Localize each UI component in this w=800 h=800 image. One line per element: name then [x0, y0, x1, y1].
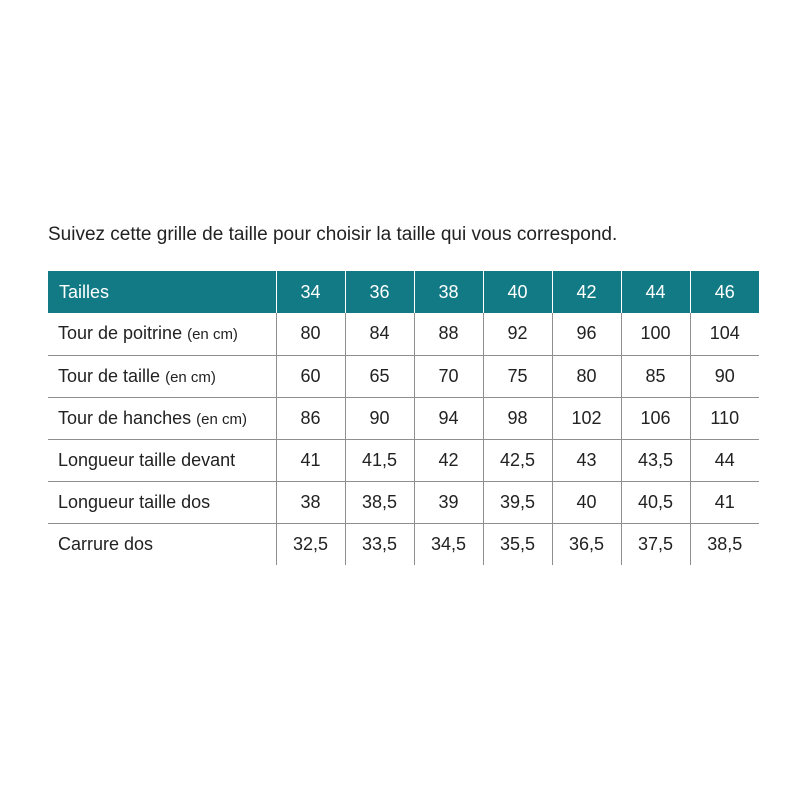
row-label: [48, 397, 276, 439]
row-label-text: Longueur taille devant: [58, 449, 236, 470]
header-size: 42: [552, 271, 621, 313]
table-cell: 96: [552, 313, 621, 355]
table-cell: 33,5: [345, 523, 414, 565]
row-label: [48, 313, 276, 355]
header-size: 40: [483, 271, 552, 313]
header-label: Tailles: [48, 271, 276, 313]
table-cell: 36,5: [552, 523, 621, 565]
table-cell: 39: [414, 481, 483, 523]
table-cell: 44: [690, 439, 759, 481]
row-label-text: Tour de hanches: [58, 407, 192, 428]
table-cell: 35,5: [483, 523, 552, 565]
size-chart-table: [48, 271, 759, 565]
table-cell: 85: [621, 355, 690, 397]
header-size: 46: [690, 271, 759, 313]
table-cell: 41: [276, 439, 345, 481]
table-cell: 102: [552, 397, 621, 439]
table-cell: 41: [690, 481, 759, 523]
row-label-text: Tour de poitrine: [58, 323, 183, 344]
row-label: [48, 439, 276, 481]
table-row: [48, 439, 759, 481]
row-label: [48, 355, 276, 397]
table-cell: 34,5: [414, 523, 483, 565]
table-cell: 43,5: [621, 439, 690, 481]
row-label-text: Tour de taille: [58, 365, 161, 386]
table-row: [48, 355, 759, 397]
table-cell: 41,5: [345, 439, 414, 481]
table-cell: 38: [276, 481, 345, 523]
table-cell: 90: [345, 397, 414, 439]
header-size: 44: [621, 271, 690, 313]
table-cell: 100: [621, 313, 690, 355]
table-header-row: [48, 271, 759, 313]
table-cell: 38,5: [345, 481, 414, 523]
row-label-text: Longueur taille dos: [58, 491, 211, 512]
table-row: [48, 523, 759, 565]
row-label: [48, 523, 276, 565]
row-unit: (en cm): [165, 368, 216, 386]
header-size: 36: [345, 271, 414, 313]
table-cell: 38,5: [690, 523, 759, 565]
table-cell: 75: [483, 355, 552, 397]
intro-text: Suivez cette grille de taille pour choisir la taille qui vous correspond.: [48, 224, 618, 245]
table-cell: 65: [345, 355, 414, 397]
table-cell: 40: [552, 481, 621, 523]
table-row: [48, 481, 759, 523]
table-cell: 104: [690, 313, 759, 355]
row-label: [48, 481, 276, 523]
table-row: [48, 313, 759, 355]
table-cell: 106: [621, 397, 690, 439]
table-cell: 43: [552, 439, 621, 481]
table-cell: 42,5: [483, 439, 552, 481]
table-row: [48, 397, 759, 439]
row-label-text: Carrure dos: [58, 533, 154, 554]
table-cell: 80: [276, 313, 345, 355]
table-cell: 98: [483, 397, 552, 439]
table-cell: 88: [414, 313, 483, 355]
table-cell: 86: [276, 397, 345, 439]
table-cell: 37,5: [621, 523, 690, 565]
row-unit: (en cm): [196, 410, 247, 428]
table-cell: 40,5: [621, 481, 690, 523]
table-cell: 110: [690, 397, 759, 439]
row-unit: (en cm): [187, 326, 238, 344]
table-cell: 90: [690, 355, 759, 397]
table-cell: 60: [276, 355, 345, 397]
table-cell: 94: [414, 397, 483, 439]
table-cell: 92: [483, 313, 552, 355]
header-size: 34: [276, 271, 345, 313]
table-cell: 39,5: [483, 481, 552, 523]
table-cell: 32,5: [276, 523, 345, 565]
table-cell: 80: [552, 355, 621, 397]
table-cell: 84: [345, 313, 414, 355]
table-cell: 70: [414, 355, 483, 397]
header-size: 38: [414, 271, 483, 313]
table-cell: 42: [414, 439, 483, 481]
